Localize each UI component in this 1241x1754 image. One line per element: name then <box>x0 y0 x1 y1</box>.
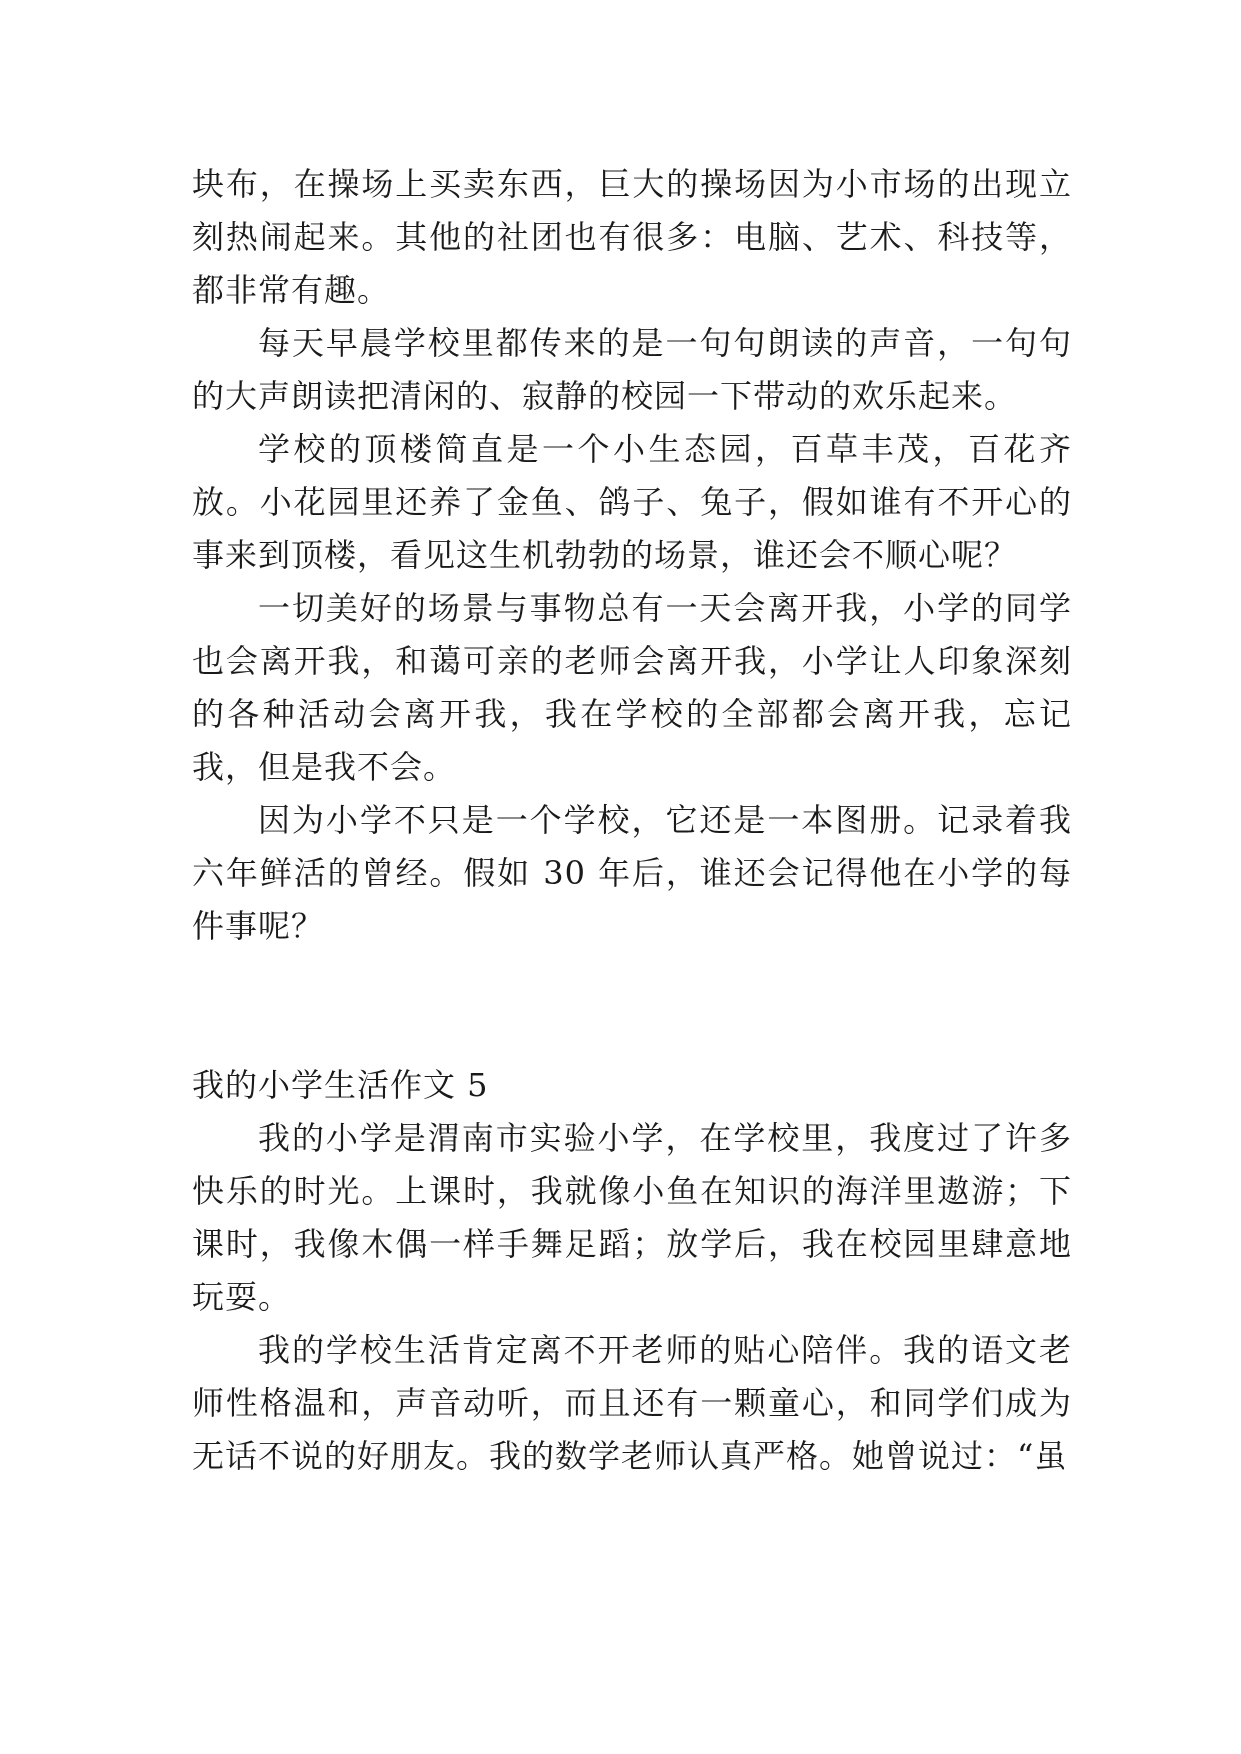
paragraph-school-intro: 我的小学是渭南市实验小学，在学校里，我度过了许多快乐的时光。上课时，我就像小鱼在知识的海洋里遨游；下课时，我像木偶一样手舞足蹈；放学后，我在校园里肆意地玩耍。 <box>192 1119 1072 1316</box>
document-body <box>192 158 1072 1483</box>
paragraph-teachers: 我的学校生活肯定离不开老师的贴心陪伴。我的语文老师性格温和，声音动听，而且还有一颗童心，和同学们成为无话不说的好朋友。我的数学老师认真严格。她曾说过：“虽 <box>192 1331 1072 1475</box>
paragraph-morning-reading: 每天早晨学校里都传来的是一句句朗读的声音，一句句的大声朗读把清闲的、寂静的校园一下带动的欢乐起来。 <box>192 324 1072 415</box>
section-title: 我的小学生活作文 5 <box>192 1066 489 1104</box>
paragraph-album: 因为小学不只是一个学校，它还是一本图册。记录着我六年鲜活的曾经。假如 30 年后，谁还会记得他在小学的每件事呢？ <box>192 801 1072 945</box>
section-gap <box>192 953 1072 1059</box>
paragraph-leaving: 一切美好的场景与事物总有一天会离开我，小学的同学也会离开我，和蔼可亲的老师会离开我，小学让人印象深刻的各种活动会离开我，我在学校的全部都会离开我，忘记我，但是我不会。 <box>192 589 1072 786</box>
paragraph-rooftop-garden: 学校的顶楼简直是一个小生态园，百草丰茂，百花齐放。小花园里还养了金鱼、鸽子、兔子，假如谁有不开心的事来到顶楼，看见这生机勃勃的场景，谁还会不顺心呢？ <box>192 430 1072 574</box>
paragraph-continued: 块布，在操场上买卖东西，巨大的操场因为小市场的出现立刻热闹起来。其他的社团也有很多：电脑、艺术、科技等，都非常有趣。 <box>192 165 1072 309</box>
